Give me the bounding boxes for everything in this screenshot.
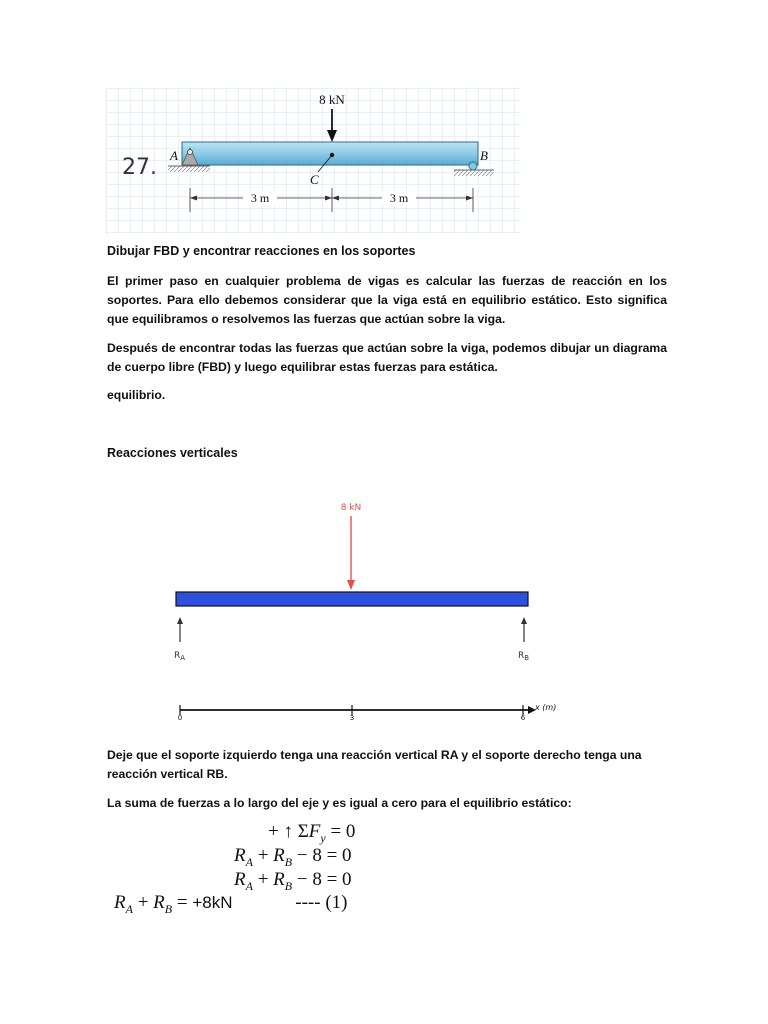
load-label: 8 kN bbox=[319, 92, 345, 107]
equation-1: + ↑ $\Sigma F_y = 0$ bbox=[268, 821, 356, 845]
x-axis-label: x (m) bbox=[535, 703, 557, 712]
equation-4-tag: ---- (1) bbox=[295, 892, 348, 913]
paragraph-reactions: Deje que el soporte izquierdo tenga una reacción vertical RA y el soporte derecho tenga una reacción vertical RB. bbox=[107, 748, 642, 781]
equation-3: $R_A + R_B - 8 = 0$ bbox=[234, 869, 352, 893]
ra-label: $R_A$ bbox=[174, 651, 186, 662]
x-tick-label-6: 6 bbox=[520, 714, 526, 722]
label-c: C bbox=[310, 172, 319, 187]
label-a: A bbox=[170, 148, 178, 163]
paragraph-intro: El primer paso en cualquier problema de vigas es calcular las fuerzas de reacción en los soportes. Para ello debemos considerar que la viga está en equilibrio estático. Esto significa que equilibramos o resolvemos las fuerzas que actúan sobre la viga. bbox=[107, 274, 667, 326]
fbd-beam bbox=[176, 592, 528, 606]
beam-problem-figure bbox=[106, 88, 520, 234]
free-body-diagram bbox=[160, 496, 570, 726]
label-b: B bbox=[480, 148, 488, 163]
equation-2: $R_A + R_B - 8 = 0$ bbox=[234, 845, 352, 869]
dim-label-left: 3 m bbox=[250, 191, 270, 205]
ground-a bbox=[168, 166, 210, 172]
rb-arrow-head bbox=[521, 617, 527, 624]
heading-vertical-reactions: Reacciones verticales bbox=[107, 446, 238, 460]
fbd-load-arrow-head bbox=[347, 580, 355, 590]
fbd-load-label: 8 kN bbox=[340, 503, 362, 513]
equation-4-result: +8kN bbox=[192, 893, 233, 912]
ra-arrow-head bbox=[177, 617, 183, 624]
roller-support-b bbox=[469, 162, 477, 170]
beam bbox=[182, 142, 478, 165]
x-tick-label-3: 3 bbox=[349, 714, 355, 722]
pin-a bbox=[188, 150, 193, 155]
paragraph-fbd: Después de encontrar todas las fuerzas que actúan sobre la viga, podemos dibujar un diagrama de cuerpo libre (FBD) y luego equilibrar estas fuerzas para estática. bbox=[107, 341, 667, 374]
paragraph-equilibrio: equilibrio. bbox=[107, 388, 166, 402]
paragraph-sum-forces: La suma de fuerzas a lo largo del eje y es igual a cero para el equilibrio estático: bbox=[107, 796, 572, 810]
x-tick-label-0: 0 bbox=[177, 714, 183, 722]
ground-b bbox=[454, 170, 494, 176]
rb-label: $R_B$ bbox=[518, 651, 530, 662]
dim-label-right: 3 m bbox=[389, 191, 409, 205]
problem-number: 27. bbox=[122, 155, 157, 180]
heading-fbd: Dibujar FBD y encontrar reacciones en los soportes bbox=[107, 244, 416, 258]
equation-4: $R_A + R_B = +8kN$ ---- (1) bbox=[114, 892, 348, 916]
